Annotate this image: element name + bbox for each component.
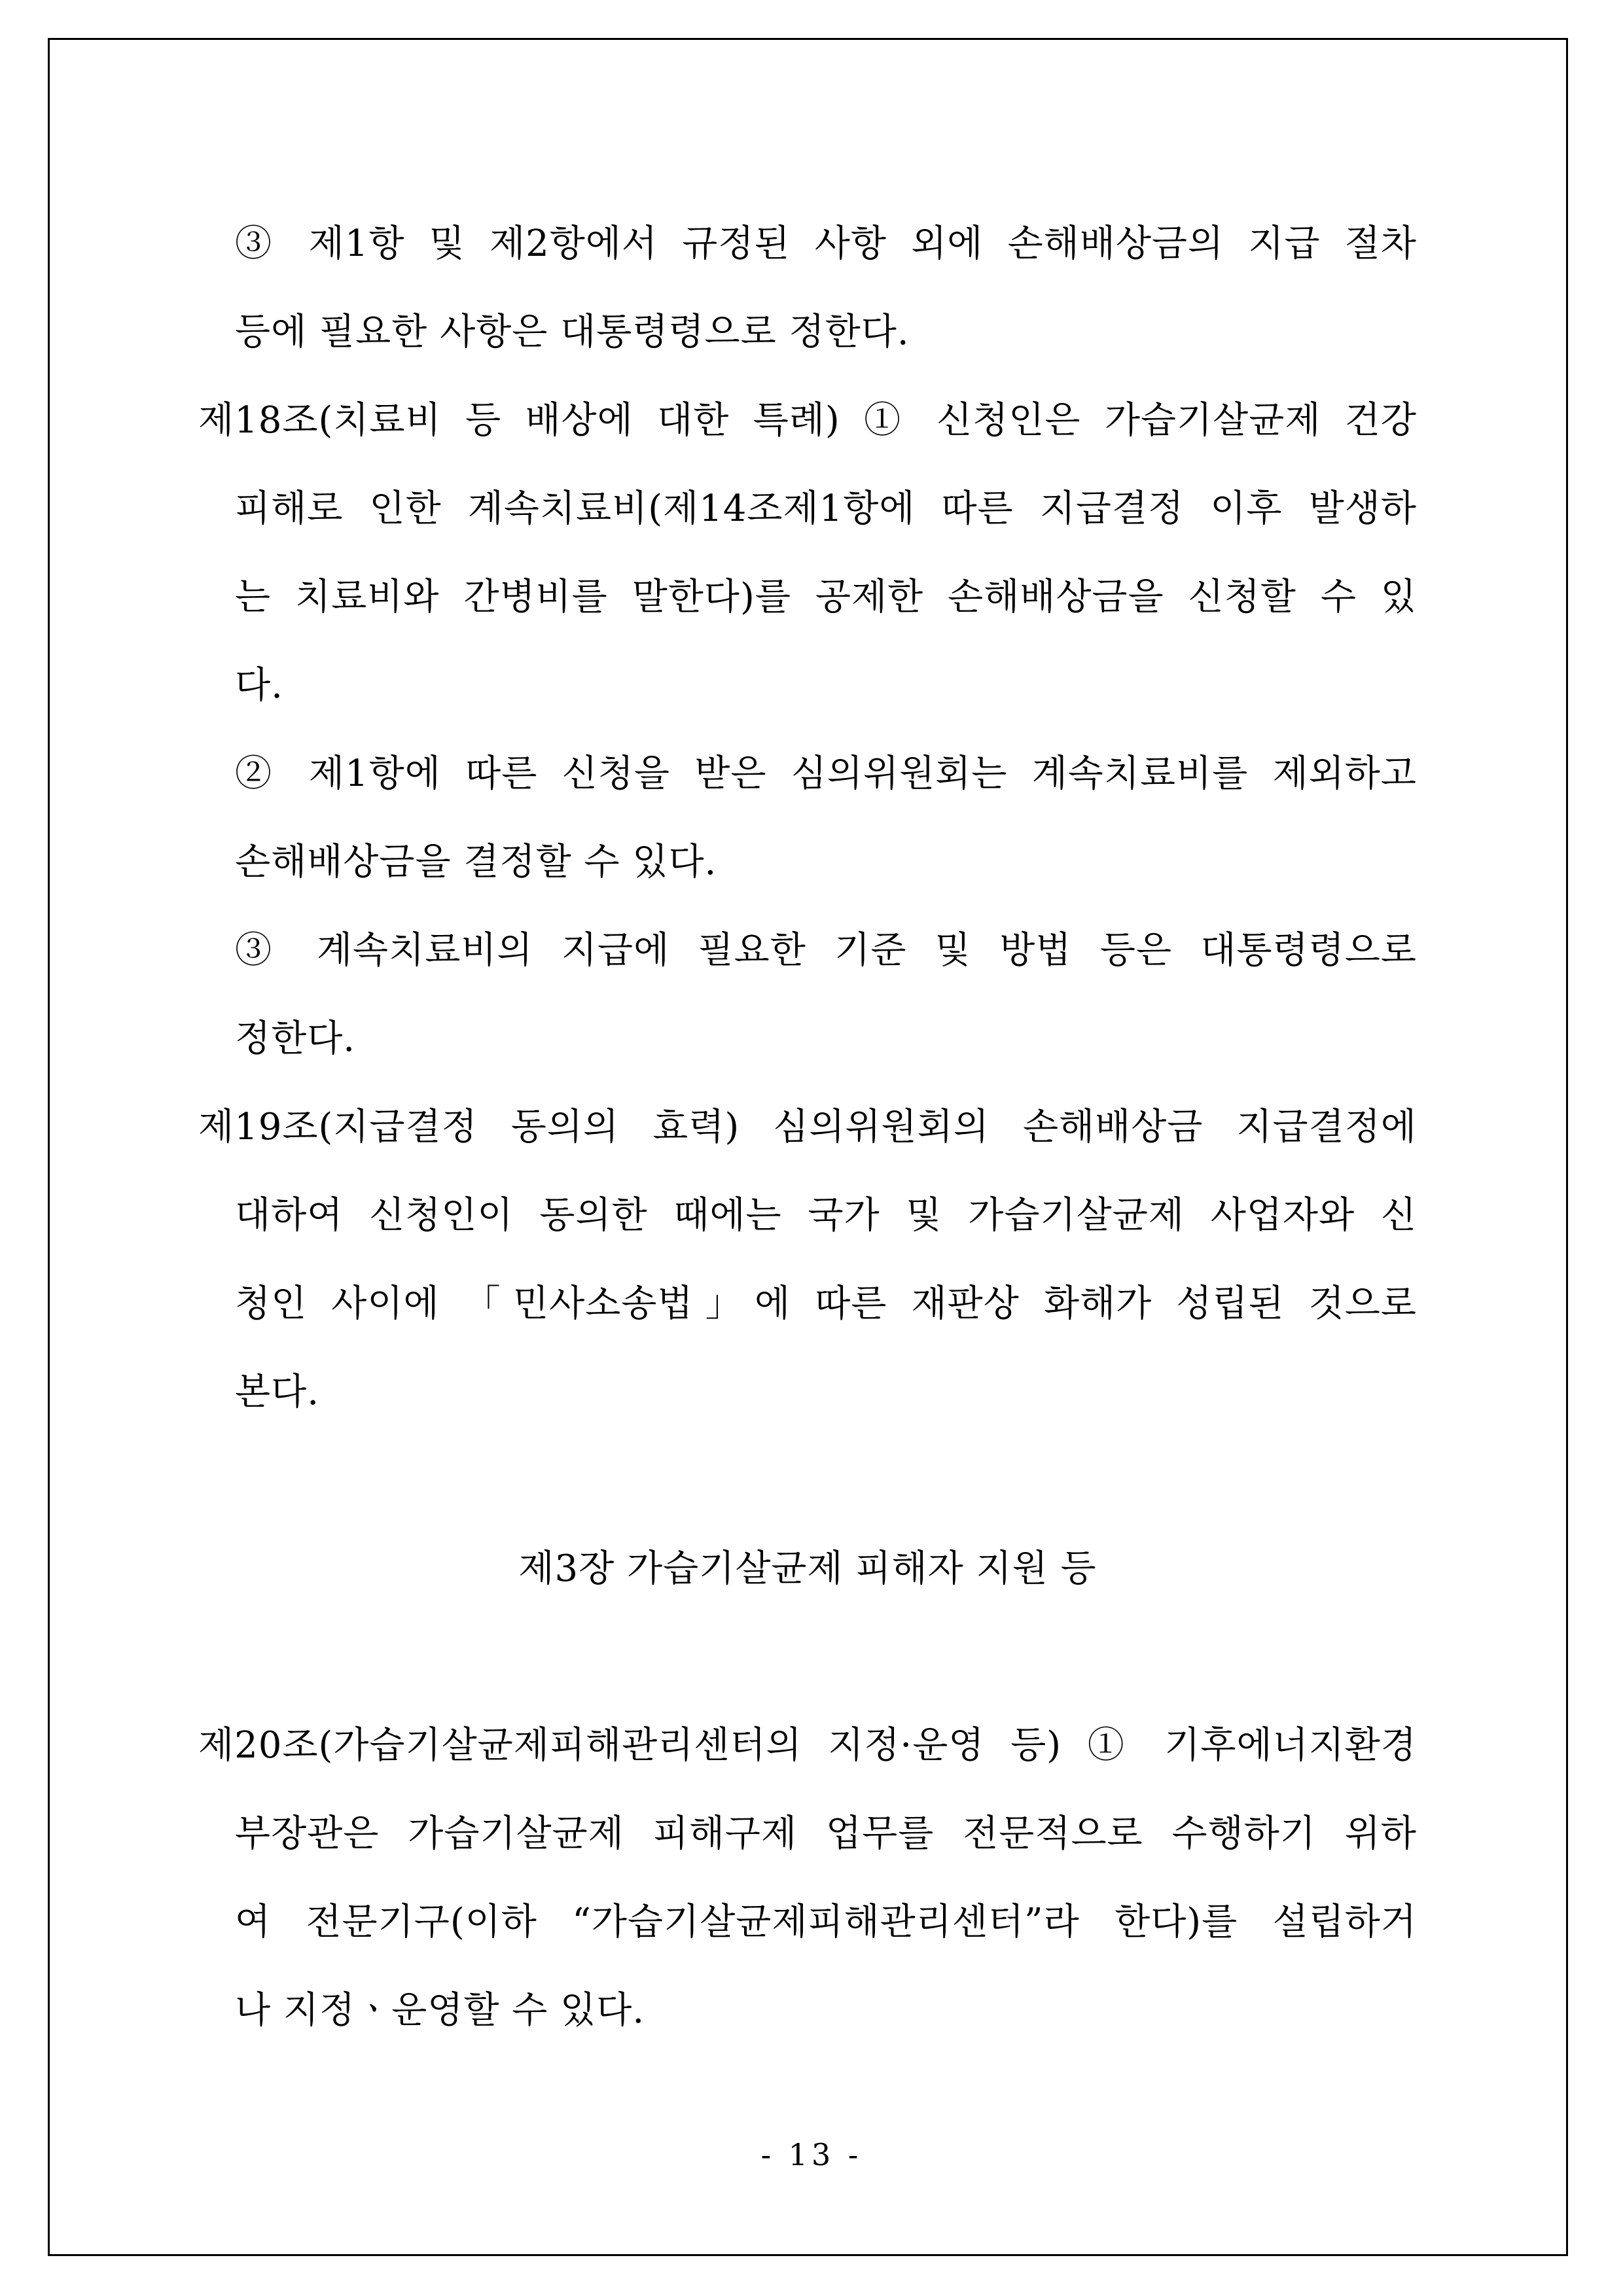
document-line: 등에 필요한 사항은 대통령령으로 정한다. (235, 311, 910, 353)
document-line: 다. (235, 664, 283, 707)
document-line: 부장관은 가습기살균제 피해구제 업무를 전문적으로 수행하기 위하 (235, 1812, 1417, 1855)
document-line: 여 전문기구(이하 “가습기살균제피해관리센터”라 한다)를 설립하거 (235, 1901, 1417, 1943)
document-line: 제19조(지급결정 동의의 효력) 심의위원회의 손해배상금 지급결정에 (198, 1106, 1417, 1148)
document-line: ③ 계속치료비의 지급에 필요한 기준 및 방법 등은 대통령령으로 (235, 929, 1417, 972)
document-line: 나 지정ㆍ운영할 수 있다. (235, 1989, 645, 2032)
document-line: 청인 사이에 「민사소송법」에 따른 재판상 화해가 성립된 것으로 (235, 1282, 1417, 1325)
document-line: 대하여 신청인이 동의한 때에는 국가 및 가습기살균제 사업자와 신 (235, 1194, 1417, 1237)
document-line: 본다. (235, 1371, 319, 1413)
document-line: 손해배상금을 결정할 수 있다. (235, 841, 717, 883)
blank-line (198, 1436, 1417, 1525)
document-line: 제18조(치료비 등 배상에 대한 특례) ① 신청인은 가습기살균제 건강 (198, 399, 1417, 442)
document-line: ② 제1항에 따른 신청을 받은 심의위원회는 계속치료비를 제외하고 (235, 752, 1417, 795)
chapter-heading: 제3장 가습기살균제 피해자 지원 등 (518, 1547, 1097, 1590)
document-line: 제20조(가습기살균제피해관리센터의 지정·운영 등) ① 기후에너지환경 (198, 1724, 1417, 1767)
document-line: 피해로 인한 계속치료비(제14조제1항에 따른 지급결정 이후 발생하 (235, 487, 1417, 530)
page-number: - 13 - (760, 2137, 863, 2172)
document-line: 는 치료비와 간병비를 말한다)를 공제한 손해배상금을 신청할 수 있 (235, 576, 1417, 618)
text-block (198, 200, 1417, 2055)
document-line: 정한다. (235, 1017, 356, 1060)
blank-line (198, 1613, 1417, 1701)
document-line: ③ 제1항 및 제2항에서 규정된 사항 외에 손해배상금의 지급 절차 (235, 222, 1417, 265)
